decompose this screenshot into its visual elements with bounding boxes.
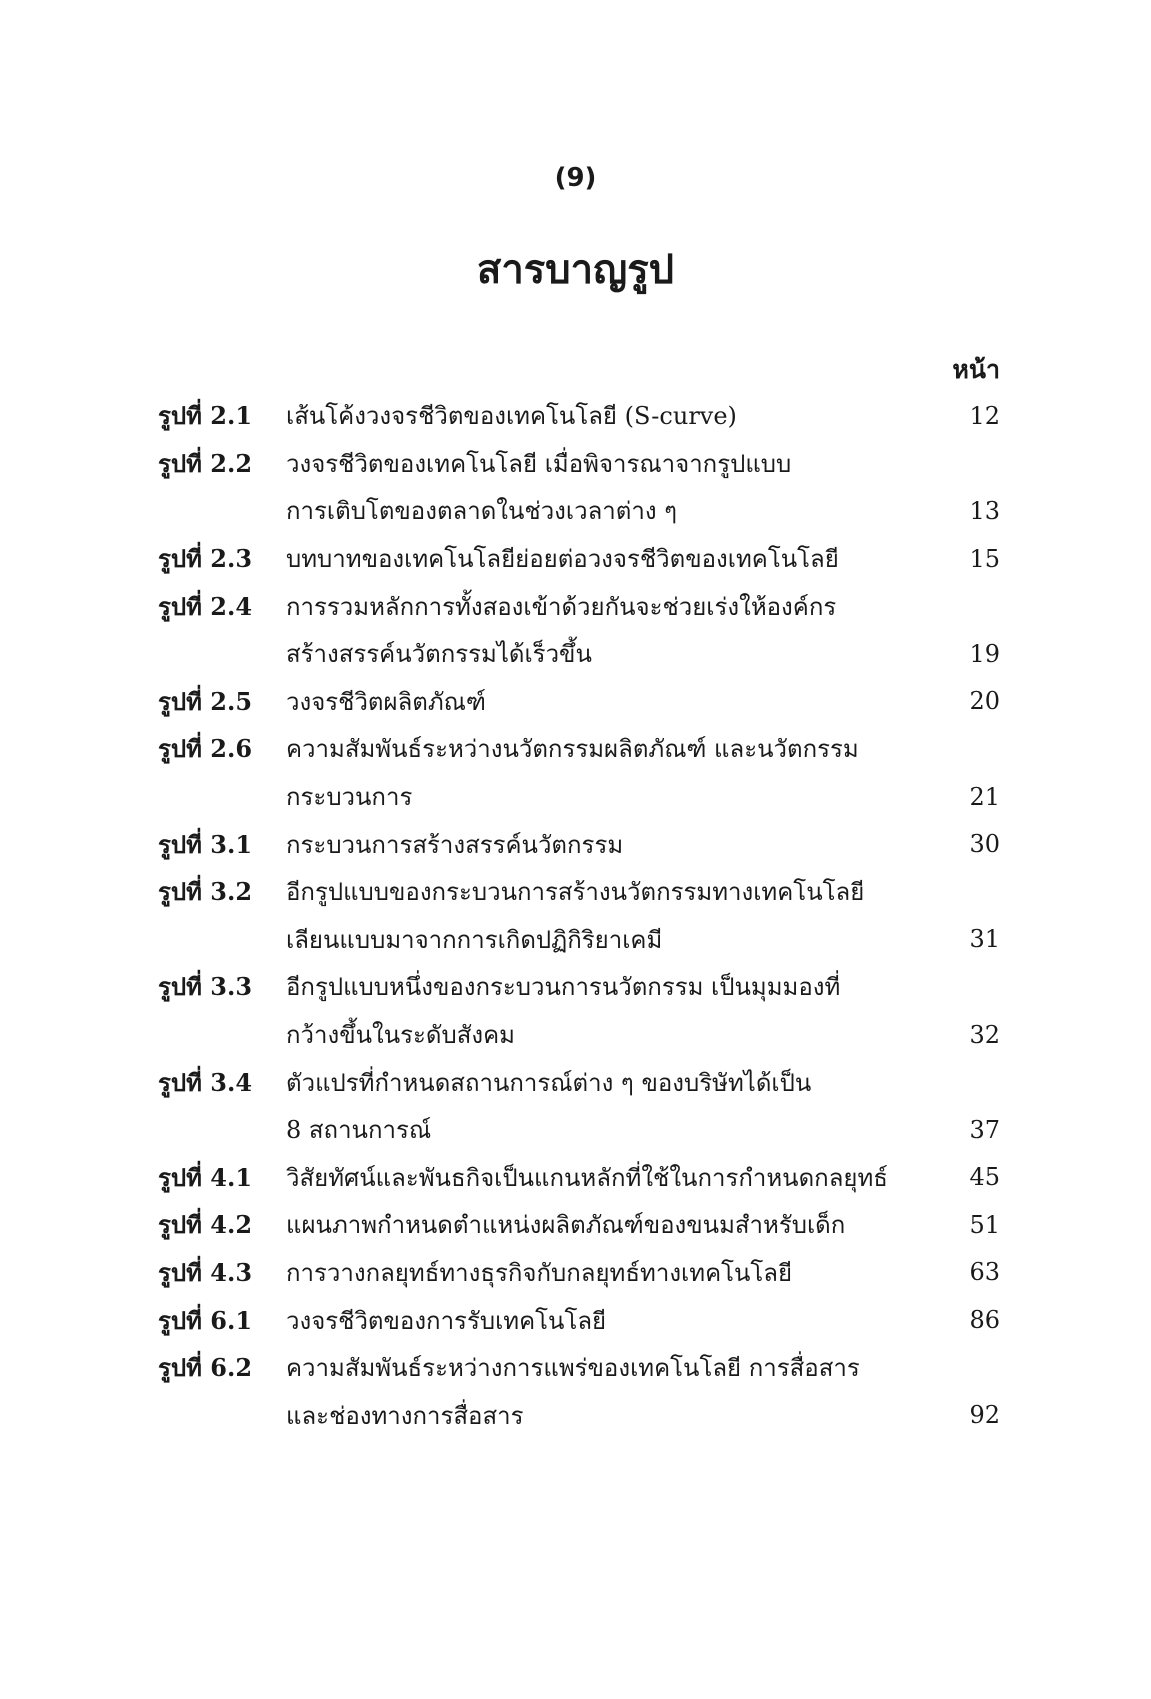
figure-entry-line xyxy=(158,487,1000,535)
figure-label: รูปที่ 2.1 xyxy=(158,401,253,431)
figure-label: รูปที่ 2.3 xyxy=(158,544,253,574)
figure-entry xyxy=(158,678,1000,726)
figure-entry xyxy=(158,392,1000,440)
figure-label: รูปที่ 2.4 xyxy=(158,591,253,621)
figure-entry-line xyxy=(158,773,1000,821)
figure-label: รูปที่ 2.5 xyxy=(158,686,253,716)
figure-entry-line xyxy=(158,1249,1000,1297)
figure-label: รูปที่ 6.1 xyxy=(158,1305,253,1335)
figure-caption: เส้นโค้งวงจรชีวิตของเทคโนโลยี (S-curve) xyxy=(286,402,737,431)
figure-entry-line xyxy=(158,1011,1000,1059)
figure-entry-line xyxy=(158,1154,1000,1202)
figure-caption: 8 สถานการณ์ xyxy=(286,1116,432,1145)
figure-entry-line xyxy=(158,392,1000,440)
figure-entry-line xyxy=(158,582,1000,630)
figure-page-number: 21 xyxy=(969,782,1000,811)
figure-caption: ตัวแปรที่กำหนดสถานการณ์ต่าง ๆ ของบริษัทได้เป็น xyxy=(286,1068,812,1097)
figure-entry xyxy=(158,1296,1000,1344)
figure-page-number: 19 xyxy=(969,639,1000,668)
figure-entry-line xyxy=(158,820,1000,868)
figure-entry-line xyxy=(158,1106,1000,1154)
figure-entry xyxy=(158,963,1000,1058)
figure-label: รูปที่ 3.1 xyxy=(158,829,253,859)
figure-entry xyxy=(158,440,1000,535)
figure-caption: บทบาทของเทคโนโลยีย่อยต่อวงจรชีวิตของเทคโนโลยี xyxy=(286,545,839,574)
figure-page-number: 12 xyxy=(969,401,1000,430)
figure-entry xyxy=(158,1201,1000,1249)
figure-caption: สร้างสรรค์นวัตกรรมได้เร็วขึ้น xyxy=(286,640,592,669)
figure-caption: วงจรชีวิตของเทคโนโลยี เมื่อพิจารณาจากรูปแบบ xyxy=(286,449,792,478)
figure-entry xyxy=(158,582,1000,677)
figure-page-number: 13 xyxy=(969,496,1000,525)
figure-page-number: 20 xyxy=(969,687,1000,716)
figure-label: รูปที่ 2.2 xyxy=(158,448,253,478)
figure-caption: วงจรชีวิตผลิตภัณฑ์ xyxy=(286,687,486,716)
figure-page-number: 37 xyxy=(969,1115,1000,1144)
figure-caption: การเติบโตของตลาดในช่วงเวลาต่าง ๆ xyxy=(286,497,678,526)
figure-page-number: 30 xyxy=(969,830,1000,859)
figure-entry xyxy=(158,868,1000,963)
figure-entry-line xyxy=(158,1344,1000,1392)
figure-entry-line xyxy=(158,630,1000,678)
figure-caption: การรวมหลักการทั้งสองเข้าด้วยกันจะช่วยเร่งให้องค์กร xyxy=(286,592,837,621)
figure-entry-line xyxy=(158,868,1000,916)
figure-caption: และช่องทางการสื่อสาร xyxy=(286,1401,524,1430)
figure-entry xyxy=(158,1154,1000,1202)
figure-caption: ความสัมพันธ์ระหว่างนวัตกรรมผลิตภัณฑ์ และนวัตกรรม xyxy=(286,735,859,764)
figure-entry-line xyxy=(158,535,1000,583)
figure-entry xyxy=(158,1058,1000,1153)
figure-list xyxy=(158,392,1000,1439)
figure-label: รูปที่ 4.1 xyxy=(158,1162,253,1192)
figure-caption: กระบวนการ xyxy=(286,783,413,812)
figure-entry-line xyxy=(158,440,1000,488)
figure-label: รูปที่ 3.3 xyxy=(158,972,253,1002)
figure-caption: เลียนแบบมาจากการเกิดปฏิกิริยาเคมี xyxy=(286,925,663,954)
figure-entry xyxy=(158,725,1000,820)
figure-label: รูปที่ 6.2 xyxy=(158,1353,253,1383)
figure-label: รูปที่ 4.3 xyxy=(158,1257,253,1287)
figure-page-number: 15 xyxy=(969,544,1000,573)
figure-entry xyxy=(158,820,1000,868)
figure-caption: อีกรูปแบบของกระบวนการสร้างนวัตกรรมทางเทคโนโลยี xyxy=(286,878,865,907)
figure-caption: ความสัมพันธ์ระหว่างการแพร่ของเทคโนโลยี การสื่อสาร xyxy=(286,1354,860,1383)
figure-entry-line xyxy=(158,725,1000,773)
figure-entry-line xyxy=(158,1058,1000,1106)
figure-page-number: 86 xyxy=(969,1306,1000,1335)
figure-caption: แผนภาพกำหนดตำแหน่งผลิตภัณฑ์ของขนมสำหรับเด็ก xyxy=(286,1211,846,1240)
figure-caption: วงจรชีวิตของการรับเทคโนโลยี xyxy=(286,1306,607,1335)
figure-entry-line xyxy=(158,1296,1000,1344)
figure-page-number: 31 xyxy=(969,925,1000,954)
figure-caption: อีกรูปแบบหนึ่งของกระบวนการนวัตกรรม เป็นมุมมองที่ xyxy=(286,973,841,1002)
figure-label: รูปที่ 2.6 xyxy=(158,734,253,764)
figure-label: รูปที่ 4.2 xyxy=(158,1210,253,1240)
figure-entry xyxy=(158,535,1000,583)
figure-entry xyxy=(158,1344,1000,1439)
figure-entry-line xyxy=(158,916,1000,964)
figure-page-number: 45 xyxy=(969,1163,1000,1192)
page-number: (9) xyxy=(554,163,597,193)
figure-page-number: 92 xyxy=(969,1401,1000,1430)
figure-caption: กระบวนการสร้างสรรค์นวัตกรรม xyxy=(286,830,624,859)
figure-entry-line xyxy=(158,678,1000,726)
figure-page-number: 63 xyxy=(969,1258,1000,1287)
figure-label: รูปที่ 3.4 xyxy=(158,1067,253,1097)
figure-entry-line xyxy=(158,1391,1000,1439)
figure-label: รูปที่ 3.2 xyxy=(158,877,253,907)
figure-caption: การวางกลยุทธ์ทางธุรกิจกับกลยุทธ์ทางเทคโนโลยี xyxy=(286,1258,793,1287)
figure-entry xyxy=(158,1249,1000,1297)
page-column-header: หน้า xyxy=(952,355,1000,384)
figure-page-number: 51 xyxy=(969,1210,1000,1239)
figure-entry-line xyxy=(158,1201,1000,1249)
page-title: สารบาญรูป xyxy=(476,246,675,293)
figure-page-number: 32 xyxy=(969,1020,1000,1049)
figure-caption: วิสัยทัศน์และพันธกิจเป็นแกนหลักที่ใช้ในการกำหนดกลยุทธ์ xyxy=(286,1163,888,1192)
figure-caption: กว้างขึ้นในระดับสังคม xyxy=(286,1021,515,1050)
figure-entry-line xyxy=(158,963,1000,1011)
